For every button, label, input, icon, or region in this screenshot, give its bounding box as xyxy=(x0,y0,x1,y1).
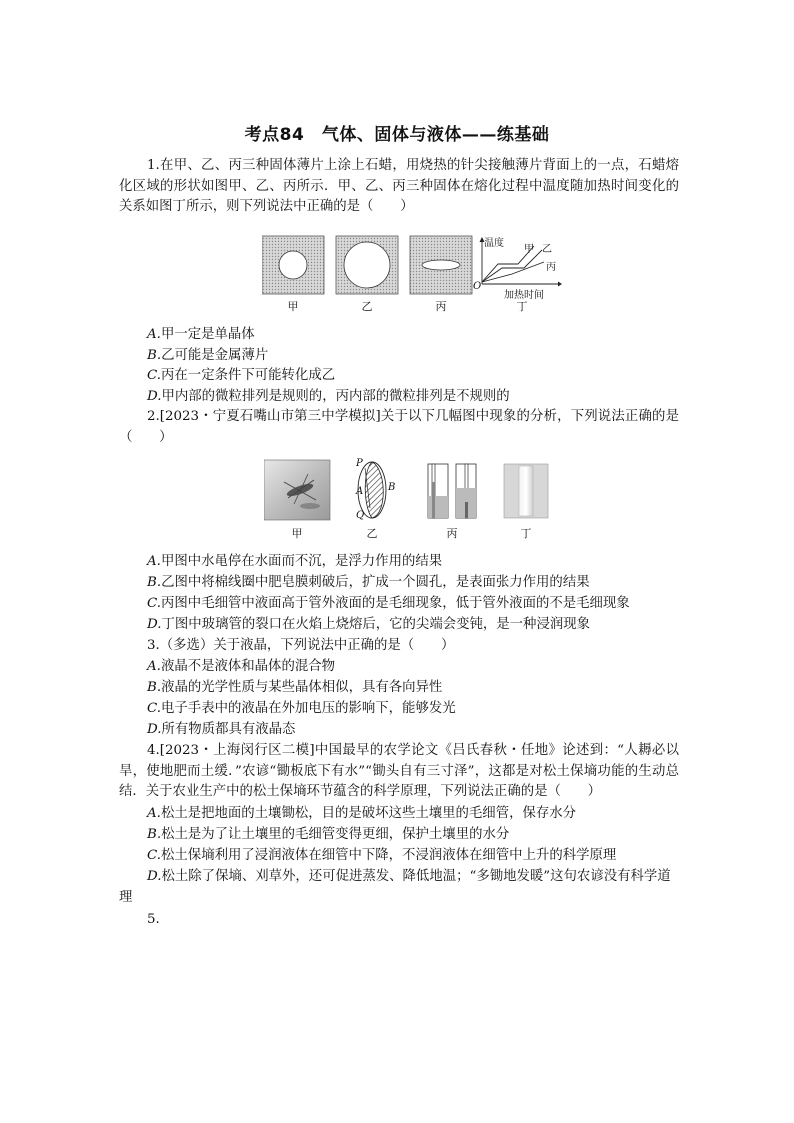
q1-option-c: C.丙在一定条件下可能转化成乙 xyxy=(147,368,336,383)
q4-option-d: D.松土除了保墒、刈草外，还可促进蒸发、降低地温；“多锄地发暖”这句农谚没有科学道理 xyxy=(119,869,671,905)
q2-figures xyxy=(264,458,564,546)
q2-option-b: B.乙图中将棉线圈中肥皂膜刺破后，扩成一个圆孔，是表面张力作用的结果 xyxy=(147,575,590,590)
graph-label-bing: 丙 xyxy=(546,262,556,273)
q5-stem: 5. xyxy=(147,912,160,927)
q4-option-a: A.松土是把地面的土壤锄松，目的是破坏这些土壤里的毛细管，保存水分 xyxy=(147,806,577,821)
glass-tube-photo xyxy=(504,464,548,518)
label-a: A xyxy=(356,486,364,497)
q1-figures xyxy=(262,234,562,316)
q2-option-a: A.甲图中水黾停在水面而不沉，是浮力作用的结果 xyxy=(147,554,443,569)
q4-stem: 4.[2023・上海闵行区二模]中国最早的农学论文《吕氏春秋・任地》论述到：“人耨必以旱，使地肥而土缓．”农谚“锄板底下有水”“锄头自有三寸泽”，这都是对松土保墒功能的生动总结．关于农业生产中的松土保墒环节蕴含的科学原理，下列说法正确的是（ ） xyxy=(119,743,679,799)
q1-caption-yi: 乙 xyxy=(361,300,373,313)
q3-stem: 3.（多选）关于液晶，下列说法中正确的是（ ） xyxy=(147,638,455,653)
q2-caption-jia: 甲 xyxy=(291,527,303,540)
melt-circle-large xyxy=(344,242,390,288)
q2-caption-bing: 丙 xyxy=(446,527,458,540)
q1-stem: 1.在甲、乙、丙三种固体薄片上涂上石蜡，用烧热的针尖接触薄片背面上的一点，石蜡熔化区域的形状如图甲、乙、丙所示．甲、乙、丙三种固体在熔化过程中温度随加热时间变化的关系如图丁所示，则下列说法中正确的是（ ） xyxy=(119,158,679,214)
graph-origin: O xyxy=(473,281,482,292)
q2-stem: 2.[2023・宁夏石嘴山市第三中学模拟]关于以下几幅图中现象的分析，下列说法正确的是（ ） xyxy=(119,409,679,445)
water-strider-photo xyxy=(264,460,330,520)
graph-label-yi: 乙 xyxy=(542,244,552,255)
q4-option-c: C.松土保墒利用了浸润液体在细管中下降，不浸润液体在细管中上升的科学原理 xyxy=(147,848,617,863)
q3-option-b: B.液晶的光学性质与某些晶体相似，具有各向异性 xyxy=(147,680,443,695)
melt-circle-small xyxy=(279,251,307,279)
q2-caption-yi: 乙 xyxy=(366,527,378,540)
q4-option-b: B.松土是为了让土壤里的毛细管变得更细，保护土壤里的水分 xyxy=(147,827,510,842)
graph-xlabel: 加热时间 xyxy=(504,290,544,301)
label-p: P xyxy=(356,458,363,469)
q3-option-c: C.电子手表中的液晶在外加电压的影响下，能够发光 xyxy=(147,701,456,716)
q1-caption-bing: 丙 xyxy=(435,300,447,313)
q2-option-d: D.丁图中玻璃管的裂口在火焰上烧熔后，它的尖端会变钝，是一种浸润现象 xyxy=(147,617,591,632)
q3-option-d: D.所有物质都具有液晶态 xyxy=(147,722,296,737)
q2-caption-ding: 丁 xyxy=(520,527,532,540)
label-q: Q xyxy=(356,510,365,521)
page-title: 考点84 气体、固体与液体——练基础 xyxy=(244,125,550,145)
q1-caption-ding: 丁 xyxy=(516,300,528,313)
label-b: B xyxy=(388,482,396,493)
capillary-tubes xyxy=(428,464,476,518)
q1-option-a: A.甲一定是单晶体 xyxy=(147,327,255,342)
graph-ylabel: 温度 xyxy=(484,238,504,249)
q3-option-a: A.液晶不是液体和晶体的混合物 xyxy=(147,659,336,674)
q1-caption-jia: 甲 xyxy=(287,300,299,313)
melt-ellipse xyxy=(422,260,460,270)
q1-option-b: B.乙可能是金属薄片 xyxy=(147,347,269,363)
q2-option-c: C.丙图中毛细管中液面高于管外液面的是毛细现象，低于管外液面的不是毛细现象 xyxy=(147,596,630,611)
q1-option-d: D.甲内部的微粒排列是规则的，丙内部的微粒排列是不规则的 xyxy=(147,388,510,404)
graph-label-jia: 甲 xyxy=(524,244,534,255)
